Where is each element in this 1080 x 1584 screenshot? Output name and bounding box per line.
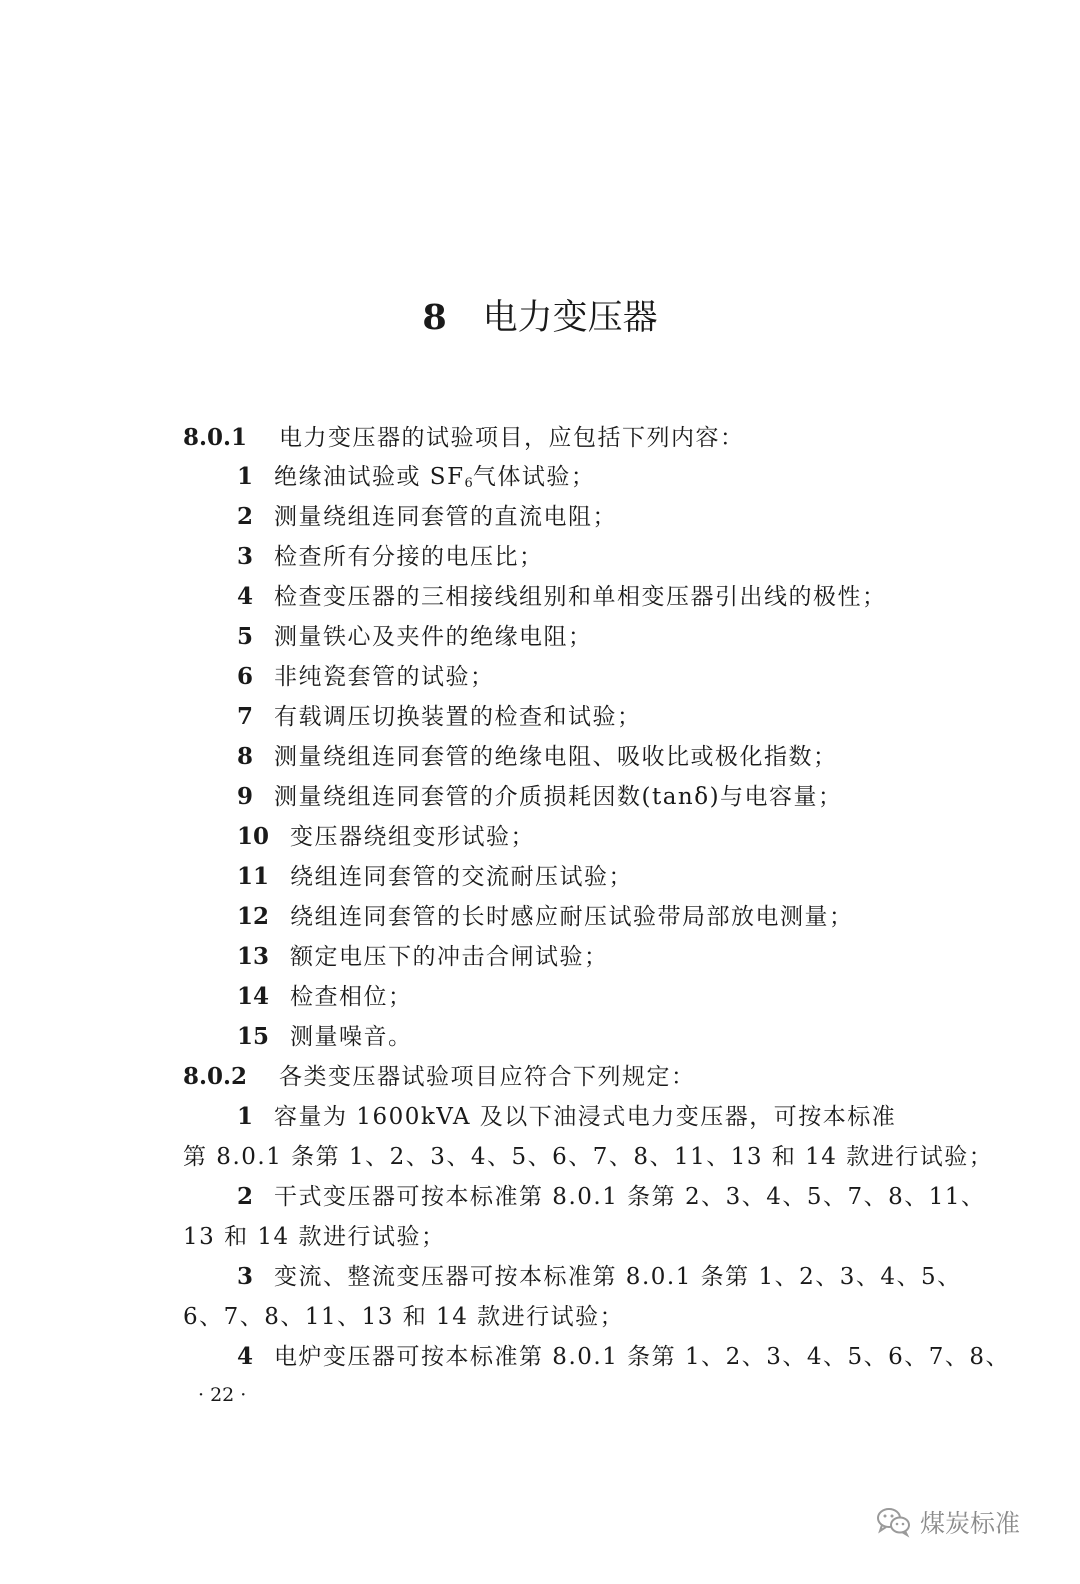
list-item — [237, 617, 593, 657]
list-item — [237, 537, 544, 577]
item-text: 测量噪音。 — [290, 1024, 413, 1050]
item-number: 4 — [237, 1343, 254, 1370]
chapter-title: 电力变压器 — [482, 298, 658, 338]
wechat-icon — [876, 1506, 912, 1538]
list-item — [237, 1177, 986, 1217]
item-text: 电炉变压器可按本标准第 8.0.1 条第 1、2、3、4、5、6、7、8、 — [274, 1344, 1011, 1370]
list-item — [237, 897, 854, 937]
item-number: 10 — [237, 823, 270, 850]
item-number: 14 — [237, 983, 270, 1010]
list-item — [237, 817, 535, 857]
item-text: 测量绕组连同套管的绝缘电阻、吸收比或极化指数； — [274, 744, 838, 770]
list-item — [237, 977, 413, 1017]
item-number: 8 — [237, 743, 254, 770]
list-item — [237, 937, 609, 977]
item-number: 5 — [237, 623, 254, 650]
clause-heading — [183, 1057, 696, 1097]
clause-intro: 各类变压器试验项目应符合下列规定： — [279, 1064, 696, 1090]
item-number: 3 — [237, 543, 254, 570]
item-number: 13 — [237, 943, 270, 970]
item-text: 绕组连同套管的交流耐压试验； — [290, 864, 633, 890]
item-text: 绕组连同套管的长时感应耐压试验带局部放电测量； — [290, 904, 854, 930]
clause-intro: 电力变压器的试验项目，应包括下列内容： — [279, 425, 745, 451]
list-item — [237, 1097, 896, 1137]
chapter-number: 8 — [422, 297, 447, 338]
clause-number: 8.0.2 — [183, 1063, 248, 1090]
list-item-continuation: 6、7、8、11、13 和 14 款进行试验； — [183, 1304, 625, 1330]
item-text: 绝缘油试验或 $SF_6$气体试验； — [274, 464, 596, 491]
item-number: 9 — [237, 783, 254, 810]
item-text: 检查变压器的三相接线组别和单相变压器引出线的极性； — [274, 584, 887, 610]
item-text: 测量铁心及夹件的绝缘电阻； — [274, 624, 593, 650]
item-number: 7 — [237, 703, 254, 730]
item-number: 3 — [237, 1263, 254, 1290]
list-item — [237, 1337, 1010, 1377]
list-item — [237, 657, 495, 697]
item-number: 11 — [237, 863, 270, 890]
list-item-continuation: 13 和 14 款进行试验； — [183, 1224, 446, 1250]
item-text: 有载调压切换装置的检查和试验； — [274, 704, 642, 730]
watermark — [876, 1500, 1020, 1544]
item-number: 6 — [237, 663, 254, 690]
list-item — [237, 857, 633, 897]
item-text: 变压器绕组变形试验； — [290, 824, 535, 850]
item-text: 非纯瓷套管的试验； — [274, 664, 495, 690]
list-item — [237, 577, 887, 617]
watermark-text: 煤炭标准 — [920, 1509, 1021, 1538]
item-text: 测量绕组连同套管的介质损耗因数(tanδ)与电容量； — [274, 784, 843, 810]
list-item — [237, 457, 595, 497]
item-number: 4 — [237, 583, 254, 610]
item-number: 1 — [237, 463, 254, 490]
list-item — [237, 497, 617, 537]
item-text: 变流、整流变压器可按本标准第 8.0.1 条第 1、2、3、4、5、 — [274, 1264, 962, 1290]
item-number: 12 — [237, 903, 270, 930]
list-item — [237, 697, 642, 737]
item-text: 测量绕组连同套管的直流电阻； — [274, 504, 617, 530]
clause-number: 8.0.1 — [183, 424, 248, 451]
item-number: 15 — [237, 1023, 270, 1050]
item-number: 2 — [237, 503, 254, 530]
item-text: 干式变压器可按本标准第 8.0.1 条第 2、3、4、5、7、8、11、 — [274, 1184, 986, 1210]
list-item — [237, 777, 843, 817]
item-number: 2 — [237, 1183, 254, 1210]
clause-heading — [183, 418, 745, 458]
item-text: 检查所有分接的电压比； — [274, 544, 544, 570]
page-number: · 22 · — [198, 1384, 247, 1406]
item-text: 容量为 1600kVA 及以下油浸式电力变压器，可按本标准 — [274, 1104, 897, 1130]
list-item-continuation: 第 8.0.1 条第 1、2、3、4、5、6、7、8、11、13 和 14 款进行试验； — [183, 1144, 994, 1170]
chapter-heading — [0, 292, 1080, 344]
item-number: 1 — [237, 1103, 254, 1130]
item-text: 额定电压下的冲击合闸试验； — [290, 944, 609, 970]
list-item — [237, 1257, 962, 1297]
item-text: 检查相位； — [290, 984, 413, 1010]
list-item — [237, 1017, 413, 1057]
list-item — [237, 737, 838, 777]
